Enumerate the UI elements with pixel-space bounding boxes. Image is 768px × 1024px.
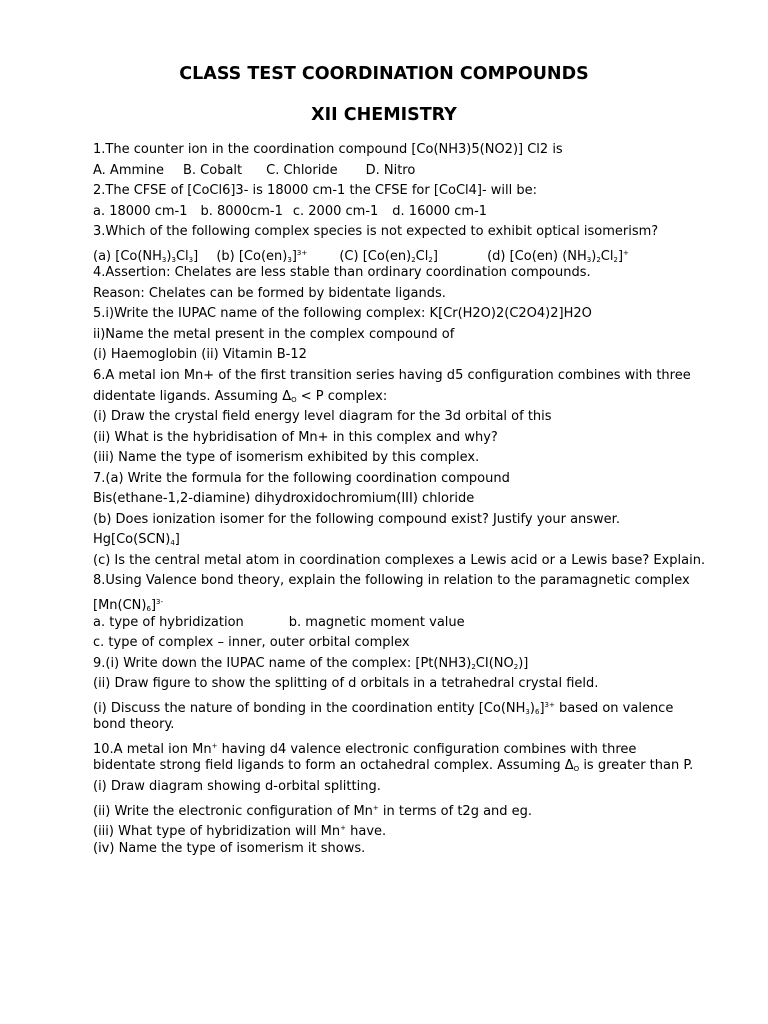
q2-question: 2.The CFSE of [CoCl6]3- is 18000 cm-1 the CFSE for [CoCl4]- will be: bbox=[93, 183, 538, 199]
q2-option-c: c. 2000 cm-1 bbox=[292, 203, 379, 219]
q1-option-d: D. Nitro bbox=[365, 162, 416, 178]
q2-option-b: b. 8000cm-1 bbox=[200, 203, 283, 219]
q9-part-i2-continued: bond theory. bbox=[93, 717, 175, 733]
page-subtitle: XII CHEMISTRY bbox=[311, 105, 457, 125]
q7-part-a: 7.(a) Write the formula for the following coordination compound bbox=[93, 470, 510, 486]
q6-line-1: 6.A metal ion Mn+ of the first transition series having d5 configuration combines with three bbox=[93, 368, 691, 384]
q1-question: 1.The counter ion in the coordination compound [Co(NH3)5(NO2)] Cl2 is bbox=[93, 142, 563, 157]
q4-reason: Reason: Chelates can be formed by bidentate ligands. bbox=[93, 285, 446, 301]
q5-part-i: 5.i)Write the IUPAC name of the following complex: K[Cr(H2O)2(C2O4)2]H2O bbox=[93, 306, 592, 322]
q7-part-b: (b) Does ionization isomer for the following compound exist? Justify your answer. bbox=[93, 511, 620, 527]
q6-part-iii: (iii) Name the type of isomerism exhibited by this complex. bbox=[93, 450, 480, 466]
q3-option-b: (b) $[Co(en)_3]^{3+}$ bbox=[216, 248, 308, 264]
q1-option-a: A. Ammine bbox=[93, 162, 164, 178]
page-title: CLASS TEST COORDINATION COMPOUNDS bbox=[179, 64, 589, 84]
q9-part-ii: (ii) Draw figure to show the splitting of d orbitals in a tetrahedral crystal field. bbox=[93, 676, 599, 692]
q6-line-2: didentate ligands. Assuming $\Delta_O < P$ complex: bbox=[93, 388, 388, 404]
q5-items: (i) Haemoglobin (ii) Vitamin B-12 bbox=[93, 347, 307, 363]
q10-part-i: (i) Draw diagram showing d-orbital splitting. bbox=[93, 778, 381, 794]
q8-option-b: b. magnetic moment value bbox=[288, 614, 465, 630]
q8-options-ab bbox=[93, 613, 693, 634]
q7-part-c: (c) Is the central metal atom in coordination complexes a Lewis acid or a Lewis base? Explain. bbox=[93, 552, 706, 568]
q2-option-a: a. 18000 cm-1 bbox=[93, 203, 188, 219]
q8-option-a: a. type of hybridization bbox=[93, 614, 244, 630]
q9-part-i2: (i) Discuss the nature of bonding in the coordination entity $[Co(NH_3)_6]^{3+}$ based on valence bbox=[93, 700, 674, 716]
q2-option-d: d. 16000 cm-1 bbox=[392, 203, 488, 219]
q10-part-iii: (iii) What type of hybridization will Mn+ have. bbox=[93, 824, 387, 840]
q6-part-ii: (ii) What is the hybridisation of Mn+ in this complex and why? bbox=[93, 429, 498, 445]
q10-part-iv: (iv) Name the type of isomerism it shows. bbox=[93, 840, 366, 856]
q5-part-ii: ii)Name the metal present in the complex compound of bbox=[93, 326, 455, 342]
q4-assertion: 4.Assertion: Chelates are less stable than ordinary coordination compounds. bbox=[93, 265, 591, 281]
q1-option-b: B. Cobalt bbox=[183, 162, 243, 178]
q8-line-1: 8.Using Valence bond theory, explain the following in relation to the paramagnetic complex bbox=[93, 573, 690, 589]
q3-question: 3.Which of the following complex species is not expected to exhibit optical isomerism? bbox=[93, 224, 659, 240]
q3-option-c: (C) $[Co(en)_2Cl_2]$ bbox=[339, 248, 438, 264]
q7-compound-name: Bis(ethane-1,2-diamine) dihydroxidochromium(III) chloride bbox=[93, 491, 475, 507]
q2-options bbox=[93, 202, 693, 223]
q7-compound: $Hg[Co(SCN)_4]$ bbox=[93, 532, 180, 548]
q10-part-ii: (ii) Write the electronic configuration of Mn+ in terms of t2g and eg. bbox=[93, 803, 533, 819]
question-list bbox=[93, 140, 706, 859]
q3-option-a: (a) $[Co(NH_3)_3Cl_3]$ bbox=[93, 248, 199, 264]
q8-compound: $[Mn(CN)_6]^{3-}$ bbox=[93, 598, 164, 614]
q9-line-1: 9.(i) Write down the IUPAC name of the complex: $[Pt(NH3)_2CI(NO_2)]$ bbox=[93, 655, 529, 671]
q1-option-c: C. Chloride bbox=[266, 162, 338, 178]
q8-option-c: c. type of complex – inner, outer orbital complex bbox=[93, 635, 410, 651]
q3-option-d: (d) [Co(en) $(NH_3)_2Cl_2]^+$ bbox=[487, 248, 629, 264]
q10-line-1: 10.A metal ion Mn+ having d4 valence electronic configuration combines with three bbox=[93, 741, 637, 757]
q6-part-i: (i) Draw the crystal field energy level diagram for the 3d orbital of this bbox=[93, 409, 552, 425]
q3-options bbox=[93, 243, 693, 264]
q1-options bbox=[93, 161, 693, 182]
q10-line-2: bidentate strong field ligands to form an octahedral complex. Assuming $\Delta_O$ is greater than P. bbox=[93, 758, 694, 774]
